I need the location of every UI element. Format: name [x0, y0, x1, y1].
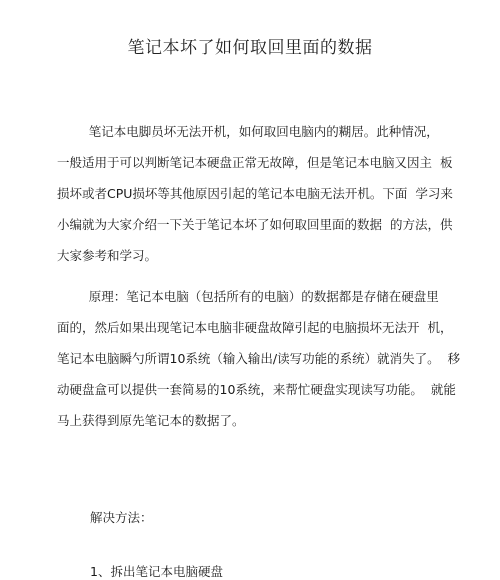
intro-line: 一般适用于可以判断笔记本硬盘正常无故障，但是笔记本电脑又因主 板 [57, 155, 453, 170]
principle-line: 马上获得到原先笔记本的数据了。 [57, 413, 245, 428]
intro-line: 小编就为大家介绍一下关于笔记本坏了如何取回里面的数据 的方法，供 [57, 217, 453, 232]
document-title: 笔记本坏了如何取回里面的数据 [127, 38, 373, 58]
intro-paragraph [57, 116, 452, 271]
intro-line: 笔记本电脚员坏无法开机，如何取回电脑内的糊居。此种情况， [57, 124, 439, 139]
intro-line: 大家参考和学习。 [57, 248, 158, 263]
step-1-heading: 1、拆出笔记本电脑硬盘 [90, 564, 223, 579]
solution-heading: 解决方法： [90, 510, 153, 525]
principle-line: 动硬盘盒可以提供一套简易的10系统，来帮忙硬盘实现读写功能。 就能 [57, 382, 456, 397]
intro-line: 损坏或者CPU损坏等其他原因引起的笔记本电脑无法开机。下面 学习来 [57, 186, 453, 201]
principle-line: 面的，然后如果出现笔记本电脑非硬盘故障引起的电脑损坏无法开 机， [57, 320, 453, 335]
principle-line: 原理：笔记本电脑（包括所有的电脑）的数据都是存储在硬盘里 [57, 289, 439, 304]
principle-line: 笔记本电脑瞬勺所谓10系统（输入输出/读写功能的系统）就消失了。 移 [57, 351, 461, 366]
principle-paragraph [57, 281, 461, 436]
